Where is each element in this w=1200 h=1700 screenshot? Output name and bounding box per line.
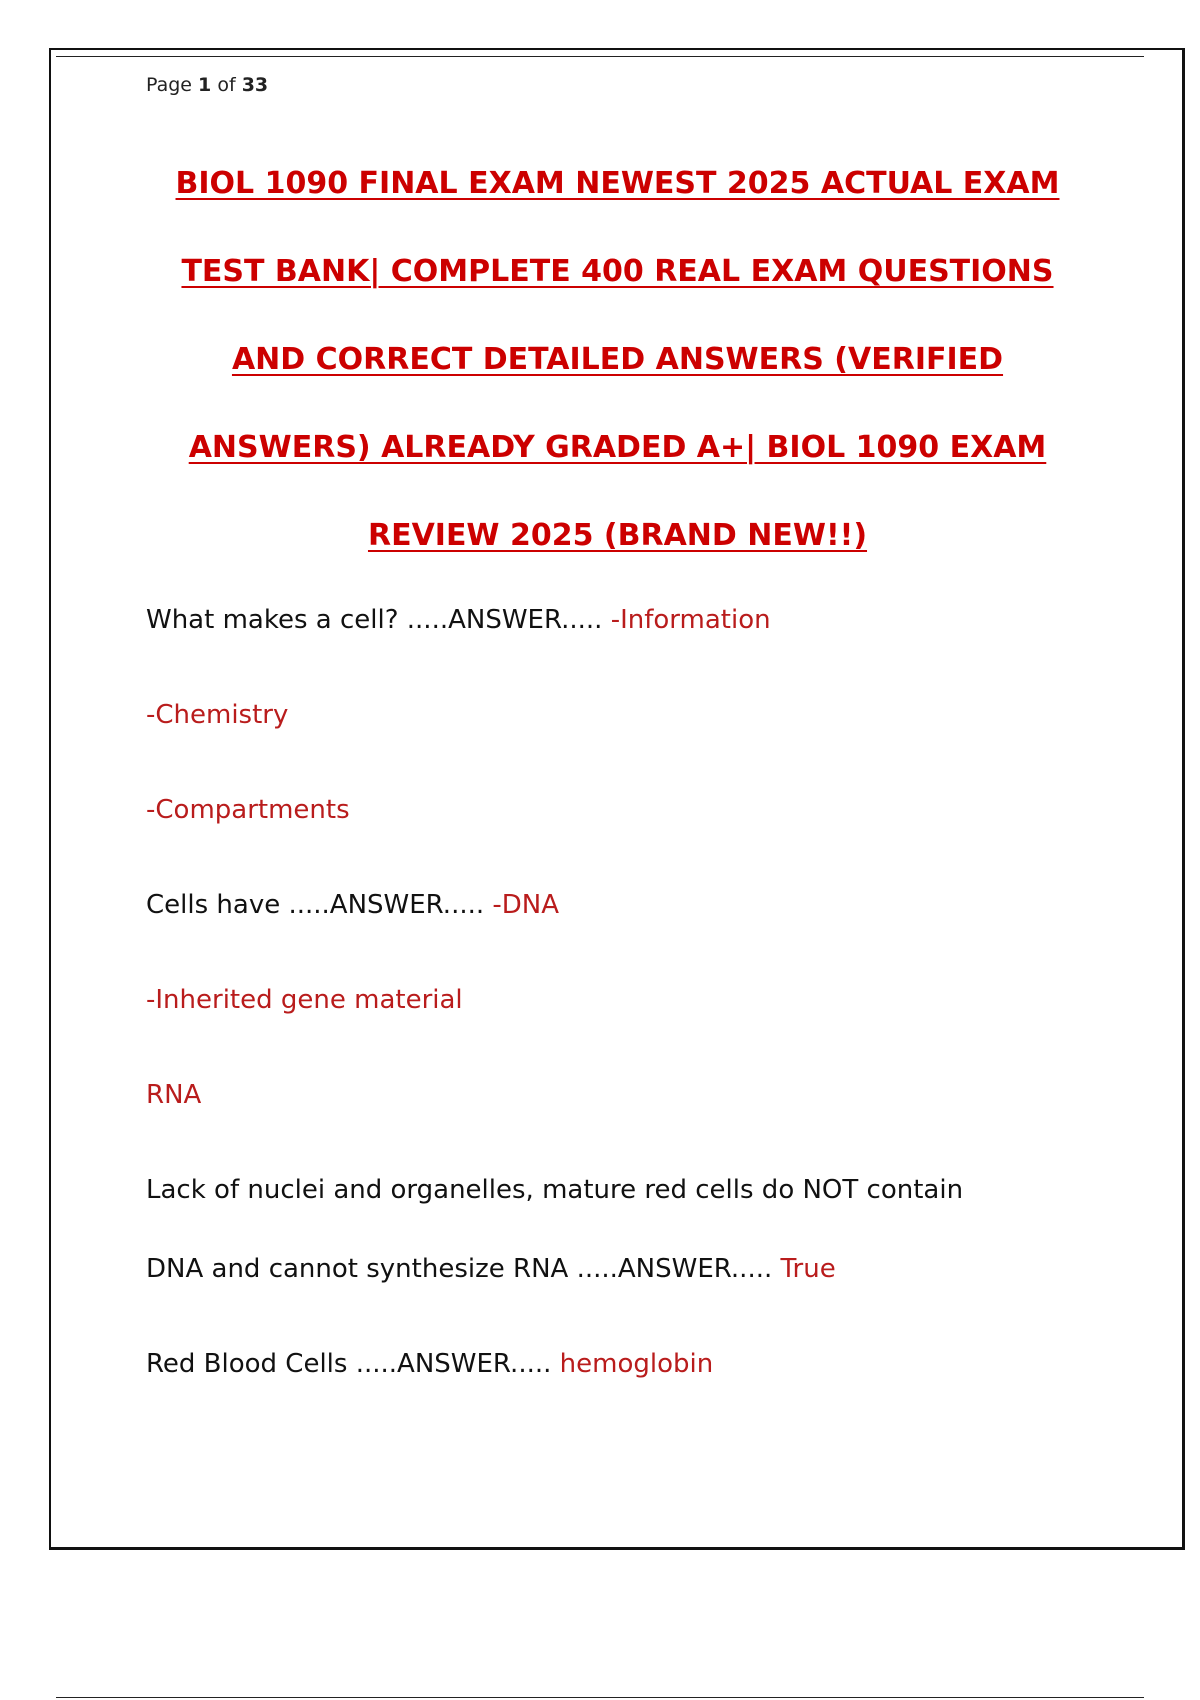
footer-rule bbox=[56, 1697, 1144, 1698]
title-line: AND CORRECT DETAILED ANSWERS (VERIFIED bbox=[231, 342, 1004, 377]
title-line: TEST BANK| COMPLETE 400 REAL EXAM QUESTIONS bbox=[181, 254, 1054, 289]
question-3-continued bbox=[146, 1249, 1086, 1344]
page-number bbox=[146, 74, 268, 96]
question-3 bbox=[146, 1170, 1086, 1249]
answer-text: -DNA bbox=[492, 890, 560, 920]
page-current: 1 bbox=[198, 74, 212, 96]
answer-text: -Chemistry bbox=[146, 700, 289, 730]
answer-text: RNA bbox=[146, 1080, 202, 1110]
title-line: REVIEW 2025 (BRAND NEW!!) bbox=[367, 518, 868, 553]
page-word: Page bbox=[146, 74, 192, 96]
answer-text: -Inherited gene material bbox=[146, 985, 463, 1015]
answer-line bbox=[146, 790, 1086, 885]
answer-line bbox=[146, 980, 1086, 1075]
question-text: Red Blood Cells .....ANSWER..... bbox=[146, 1349, 560, 1379]
title-line: ANSWERS) ALREADY GRADED A+| BIOL 1090 EXAM bbox=[188, 430, 1047, 465]
answer-text: True bbox=[780, 1254, 836, 1284]
question-text: Cells have .....ANSWER..... bbox=[146, 890, 493, 920]
question-text: Lack of nuclei and organelles, mature red cells do NOT contain bbox=[146, 1175, 964, 1205]
page-total: 33 bbox=[241, 74, 269, 96]
answer-line bbox=[146, 1075, 1086, 1170]
title-line: BIOL 1090 FINAL EXAM NEWEST 2025 ACTUAL EXAM bbox=[175, 166, 1060, 201]
answer-line bbox=[146, 695, 1086, 790]
answer-text: -Information bbox=[610, 605, 771, 635]
document-title bbox=[120, 140, 1115, 580]
question-4 bbox=[146, 1344, 1086, 1439]
question-1 bbox=[146, 600, 1086, 695]
question-text: DNA and cannot synthesize RNA .....ANSWER..... bbox=[146, 1254, 781, 1284]
of-word: of bbox=[217, 74, 236, 96]
question-2 bbox=[146, 885, 1086, 980]
header-rule bbox=[56, 56, 1144, 57]
question-list bbox=[146, 600, 1086, 1439]
question-text: What makes a cell? .....ANSWER..... bbox=[146, 605, 611, 635]
answer-text: hemoglobin bbox=[559, 1349, 714, 1379]
answer-text: -Compartments bbox=[146, 795, 350, 825]
